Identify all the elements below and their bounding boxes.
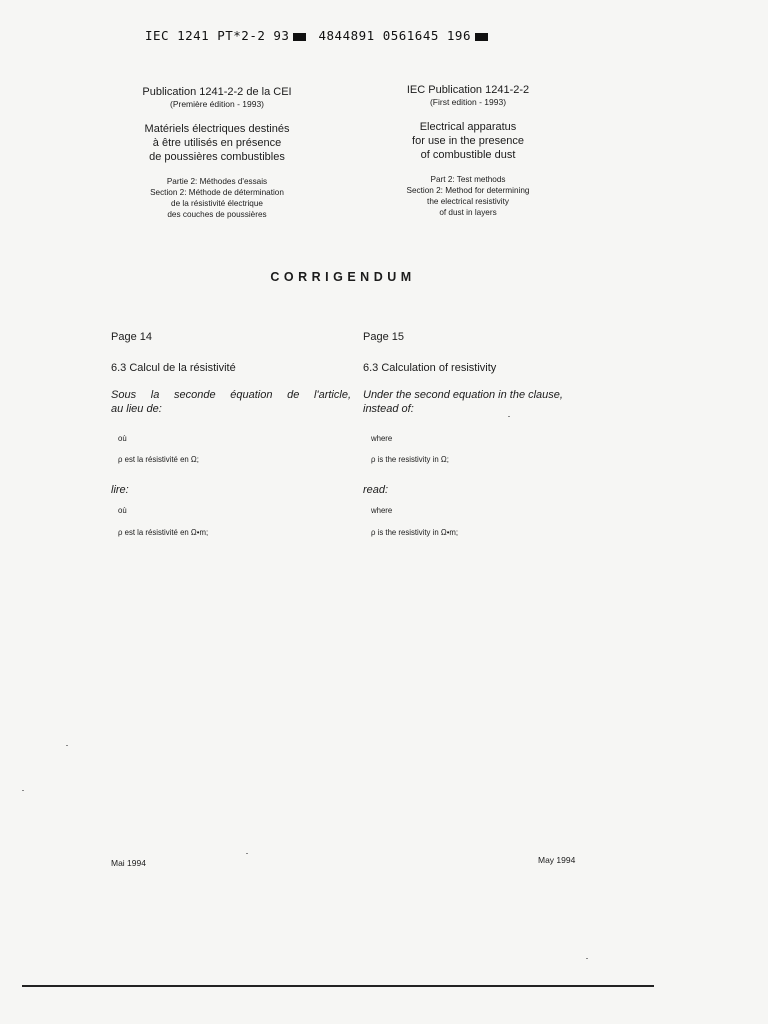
french-section-heading: 6.3 Calcul de la résistivité — [111, 362, 236, 374]
french-title-line: à être utilisés en présence — [152, 137, 282, 149]
corrigendum-heading: CORRIGENDUM — [270, 270, 416, 284]
french-instruction — [111, 388, 351, 416]
french-where-before: où — [118, 434, 127, 443]
english-title-line: Electrical apparatus — [419, 121, 517, 133]
french-part-line: Section 2: Méthode de détermination — [150, 188, 284, 197]
french-instruction-line: Sous la seconde équation de l'article, — [111, 389, 351, 401]
french-where-after: où — [118, 506, 127, 515]
scan-speck — [246, 853, 248, 854]
catalogue-code — [145, 28, 492, 43]
english-edition: (First edition - 1993) — [429, 97, 507, 107]
french-part-line: Partie 2: Méthodes d'essais — [166, 177, 268, 186]
english-rho-definition-before: ρ is the resistivity in Ω; — [371, 455, 449, 464]
french-instruction-line: au lieu de: — [111, 403, 162, 415]
english-page-label: Page 15 — [363, 331, 404, 343]
french-edition: (Première édition - 1993) — [169, 99, 264, 109]
english-publication: IEC Publication 1241-2-2 — [406, 84, 530, 96]
french-page-label: Page 14 — [111, 331, 152, 343]
catalogue-code-part1: IEC 1241 PT*2-2 93 — [145, 28, 290, 43]
french-part — [87, 176, 347, 220]
english-date: May 1994 — [538, 855, 576, 865]
english-rho-definition-after: ρ is the resistivity in Ω•m; — [371, 528, 459, 537]
scan-speck — [508, 416, 510, 417]
english-read-label: read: — [363, 484, 389, 496]
english-part — [338, 174, 598, 218]
french-date: Mai 1994 — [111, 858, 146, 868]
english-instruction-line: Under the second equation in the clause, — [363, 389, 563, 401]
bottom-rule — [22, 985, 654, 987]
french-title — [87, 122, 347, 164]
french-rho-definition-before: ρ est la résistivité en Ω; — [118, 455, 199, 464]
scan-speck — [22, 790, 24, 791]
english-title — [338, 120, 598, 162]
french-publication: Publication 1241-2-2 de la CEI — [142, 86, 292, 98]
french-part-line: de la résistivité électrique — [171, 199, 263, 208]
french-title-line: Matériels électriques destinés — [144, 123, 290, 135]
english-section-heading: 6.3 Calculation of resistivity — [363, 362, 497, 374]
english-title-block — [338, 84, 598, 218]
french-title-block — [87, 86, 347, 220]
catalogue-code-part2: 4844891 0561645 196 — [318, 28, 471, 43]
barcode-block-2 — [475, 33, 488, 41]
scan-speck — [66, 745, 68, 746]
english-title-line: for use in the presence — [412, 135, 524, 147]
english-instruction — [363, 388, 583, 416]
english-part-line: of dust in layers — [439, 208, 497, 217]
french-part-line: des couches de poussières — [167, 210, 267, 219]
scan-speck — [586, 958, 588, 959]
english-part-line: Section 2: Method for determining — [406, 186, 530, 195]
english-where-before: where — [371, 434, 393, 443]
barcode-block-1 — [293, 33, 306, 41]
english-instruction-line: instead of: — [363, 403, 414, 415]
french-read-label: lire: — [111, 484, 129, 496]
english-part-line: the electrical resistivity — [427, 197, 509, 206]
french-title-line: de poussières combustibles — [149, 151, 285, 163]
english-title-line: of combustible dust — [420, 149, 516, 161]
english-where-after: where — [371, 506, 393, 515]
english-part-line: Part 2: Test methods — [430, 175, 506, 184]
french-rho-definition-after: ρ est la résistivité en Ω•m; — [118, 528, 209, 537]
